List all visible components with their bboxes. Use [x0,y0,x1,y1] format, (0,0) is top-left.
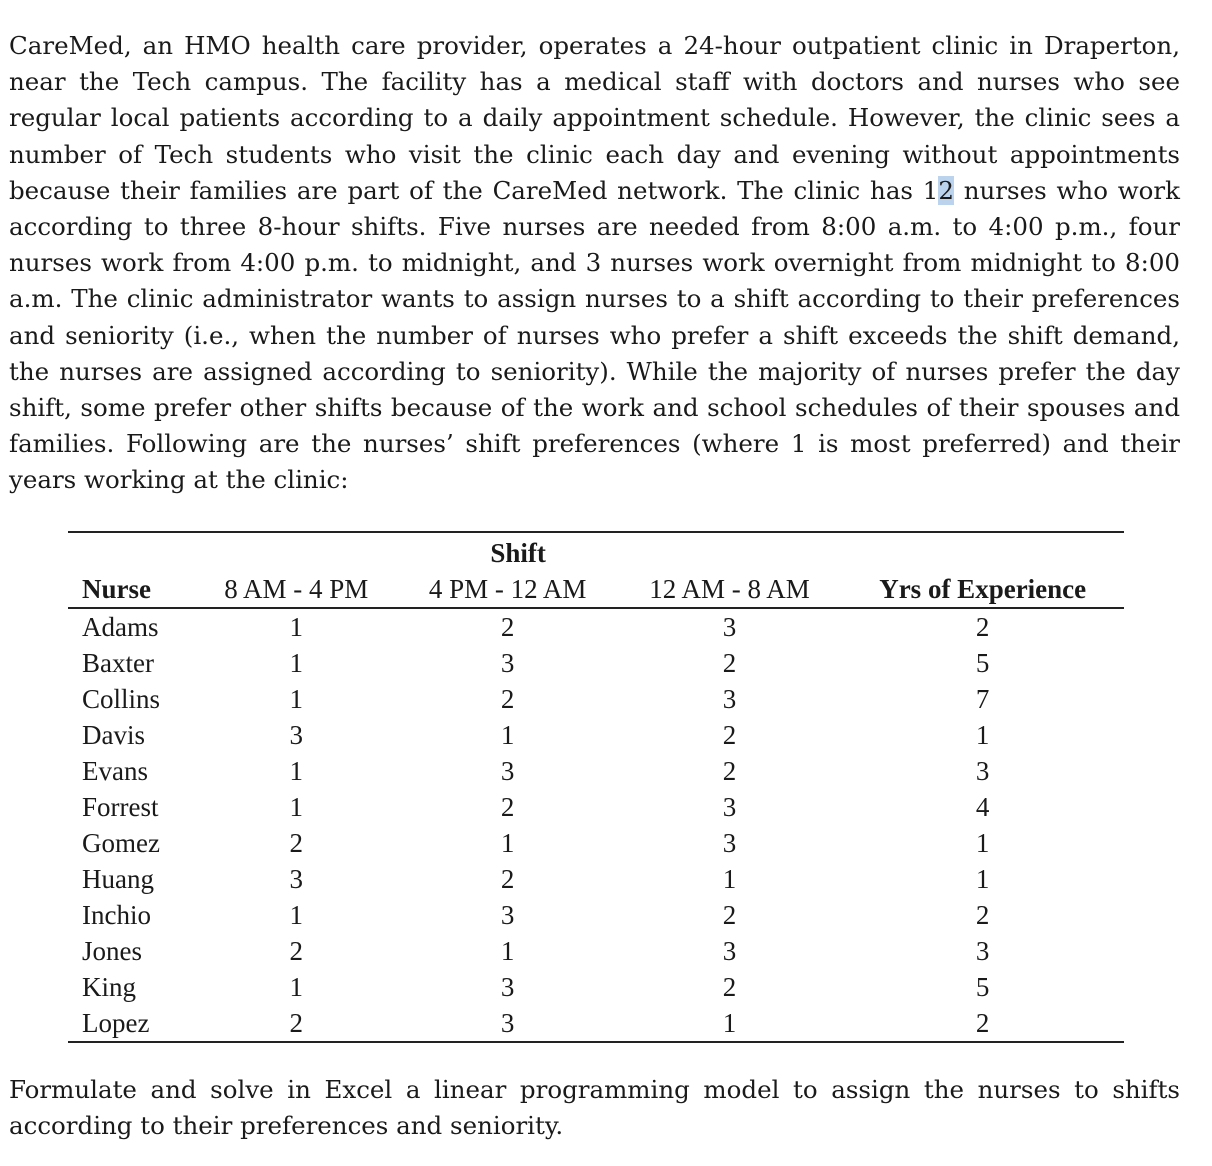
years-experience: 1 [975,863,990,894]
nurse-name: Lopez [82,1007,150,1038]
night-preference: 2 [722,899,737,930]
nurse-name: Adams [82,611,159,642]
night-preference: 3 [722,827,737,858]
day-preference: 3 [289,719,303,750]
day-preference: 1 [289,791,303,822]
intro-text-part-1: CareMed, an HMO health care provider, operates a 24-hour outpatient clinic in Draperton, near the Tech campus. The facility has a medical staff with doctors and nurses who see regular local patients according to a daily appointment schedule. However, the clinic sees a number of Tech students who visit the clinic each day and evening without appointments because their families are part of the CareMed network. The clinic has 1 [9,31,1180,205]
nurse-name: Inchio [82,899,151,930]
years-experience: 2 [975,1007,990,1038]
years-experience: 3 [975,755,990,786]
nurse-name: Gomez [82,827,160,858]
years-experience: 5 [975,971,990,1002]
night-preference: 1 [722,863,737,894]
selected-text-highlight[interactable]: 2 [938,175,954,205]
evening-preference: 1 [500,935,515,966]
evening-preference: 1 [500,827,515,858]
years-experience: 2 [975,611,990,642]
nurse-name: King [82,971,136,1002]
day-preference: 3 [289,863,303,894]
years-experience: 1 [975,719,990,750]
table-row [68,717,1124,753]
table-row [68,933,1124,969]
day-preference: 1 [289,611,303,642]
nurse-name: Davis [82,719,145,750]
evening-preference: 3 [500,1007,515,1038]
evening-preference: 1 [500,719,515,750]
table-row [68,825,1124,861]
night-preference: 2 [722,647,737,678]
evening-preference: 3 [500,899,515,930]
intro-text-part-2: nurses who work according to three 8-hour shifts. Five nurses are needed from 8:00 a.m. to 4:00 p.m., four nurses work from 4:00 p.m. to midnight, and 3 nurses work overnight from midnight to 8:00 a.m. The clinic administrator wants to assign nurses to a shift according to their preferences and seniority (i.e., when the number of nurses who prefer a shift exceeds the shift demand, the nurses are assigned according to seniority). While the majority of nurses prefer the day shift, some prefer other shifts because of the work and school schedules of their spouses and families. Following are the nurses’ shift preferences (where 1 is most preferred) and their years working at the clinic: [9,175,1180,495]
table-row [68,1005,1124,1042]
table-row [68,861,1124,897]
years-experience: 3 [975,935,990,966]
nurse-name: Evans [82,755,148,786]
evening-preference: 3 [500,755,515,786]
years-experience: 7 [975,683,990,714]
night-preference: 2 [722,719,737,750]
table-row [68,608,1124,645]
day-preference: 2 [289,1007,303,1038]
nurse-preferences-table [68,531,1124,1043]
table-group-header-row [68,532,1124,571]
nurse-name: Huang [82,863,154,894]
night-preference: 3 [722,683,737,714]
night-preference: 2 [722,971,737,1002]
column-header-night-shift: 12 AM - 8 AM [618,571,842,608]
evening-preference: 3 [500,647,515,678]
column-header-day-shift: 8 AM - 4 PM [195,571,398,608]
night-preference: 1 [722,1007,737,1038]
night-preference: 3 [722,611,737,642]
column-header-nurse: Nurse [68,571,195,608]
table-body [68,608,1124,1042]
table-column-header-row [68,571,1124,608]
outro-paragraph: Formulate and solve in Excel a linear programming model to assign the nurses to shifts according to their preferences and seniority. [9,1075,1180,1141]
night-preference: 3 [722,935,737,966]
night-preference: 3 [722,791,737,822]
evening-preference: 2 [500,683,515,714]
years-experience: 1 [975,827,990,858]
evening-preference: 2 [500,863,515,894]
evening-preference: 2 [500,791,515,822]
nurse-name: Collins [82,683,161,714]
column-header-evening-shift: 4 PM - 12 AM [398,571,618,608]
table-row [68,897,1124,933]
years-experience: 4 [975,791,990,822]
day-preference: 2 [289,935,303,966]
shift-group-header: Shift [490,537,546,568]
table-row [68,789,1124,825]
table-row [68,681,1124,717]
nurse-name: Forrest [82,791,159,822]
document-page [0,22,1192,1152]
day-preference: 1 [289,683,303,714]
column-header-years: Yrs of Experience [841,571,1124,608]
years-experience: 5 [975,647,990,678]
table-row [68,645,1124,681]
evening-preference: 3 [500,971,515,1002]
night-preference: 2 [722,755,737,786]
nurse-name: Baxter [82,647,154,678]
table-row [68,969,1124,1005]
day-preference: 1 [289,755,303,786]
day-preference: 2 [289,827,303,858]
intro-paragraph [9,28,1180,499]
day-preference: 1 [289,647,303,678]
day-preference: 1 [289,899,303,930]
day-preference: 1 [289,971,303,1002]
evening-preference: 2 [500,611,515,642]
years-experience: 2 [975,899,990,930]
table-row [68,753,1124,789]
nurse-name: Jones [82,935,142,966]
